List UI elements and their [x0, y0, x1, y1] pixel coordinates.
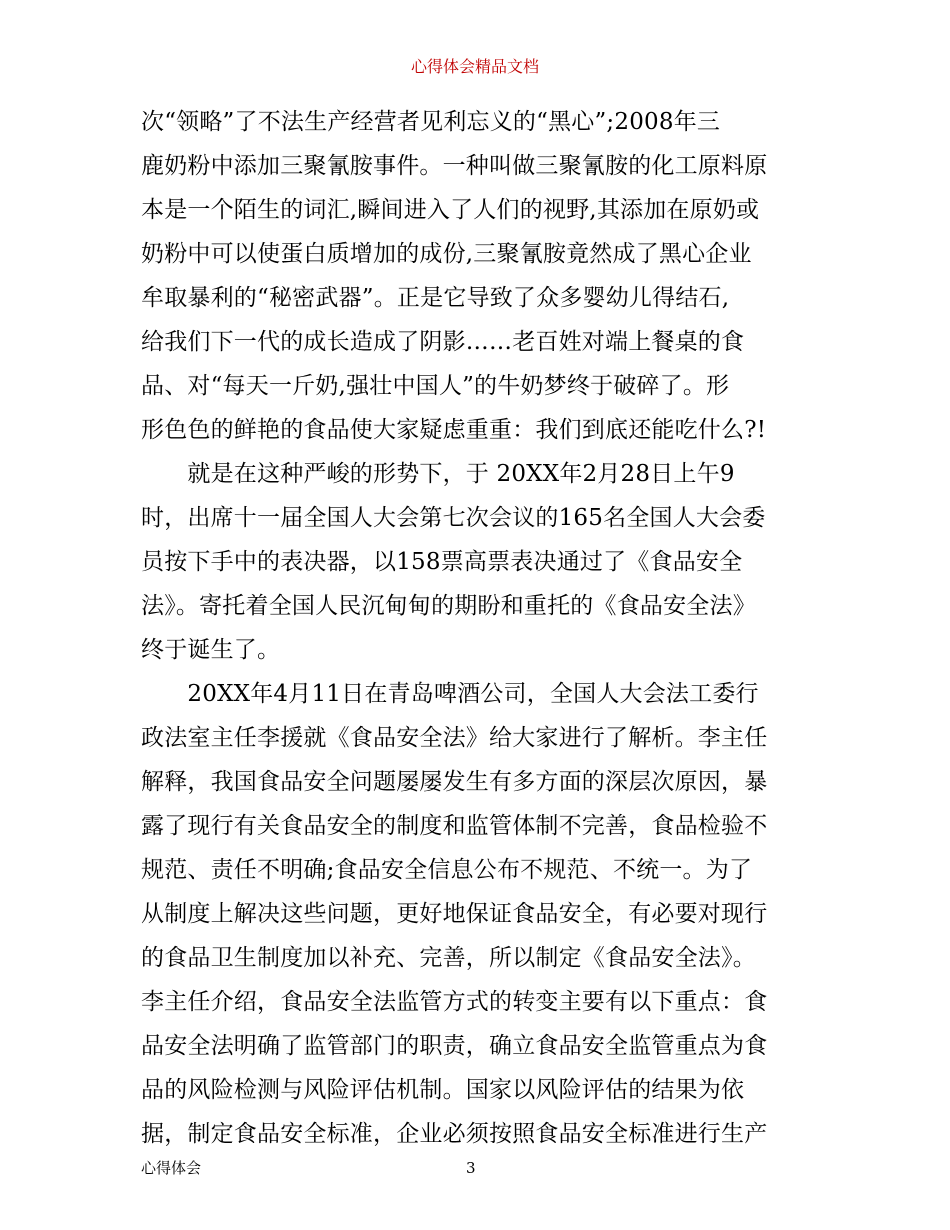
text-line: 品安全法明确了监管部门的职责，确立食品安全监管重点为食 — [141, 1033, 768, 1059]
text-line: 就是在这种严峻的形势下，于 20XX年2月28日上午9 — [141, 461, 735, 487]
text-line: 奶粉中可以使蛋白质增加的成份,三聚氰胺竟然成了黑心企业 — [141, 241, 752, 267]
page-footer-label: 心得体会 — [141, 1159, 202, 1177]
text-line: 形色色的鲜艳的食品使大家疑虑重重：我们到底还能吃什么?! — [141, 417, 767, 443]
text-line: 品的风险检测与风险评估机制。国家以风险评估的结果为依 — [141, 1077, 745, 1103]
text-line: 法》。寄托着全国人民沉甸甸的期盼和重托的《食品安全法》 — [141, 593, 756, 619]
text-line: 次“领略”了不法生产经营者见利忘义的“黑心”;2008年三 — [141, 109, 721, 135]
document-body — [141, 100, 811, 1156]
text-line: 20XX年4月11日在青岛啤酒公司，全国人大会法工委行 — [141, 681, 759, 707]
text-line: 从制度上解决这些问题，更好地保证食品安全，有必要对现行 — [141, 901, 768, 927]
text-line: 李主任介绍，食品安全法监管方式的转变主要有以下重点：食 — [141, 989, 768, 1015]
text-line: 员按下手中的表决器，以158票高票表决通过了《食品安全 — [141, 549, 743, 575]
text-line: 终于诞生了。 — [141, 637, 281, 663]
text-line: 本是一个陌生的词汇,瞬间进入了人们的视野,其添加在原奶或 — [141, 197, 760, 223]
text-line: 牟取暴利的“秘密武器”。正是它导致了众多婴幼儿得结石, — [141, 285, 730, 311]
text-line: 鹿奶粉中添加三聚氰胺事件。一种叫做三聚氰胺的化工原料原 — [141, 153, 768, 179]
page-header-title: 心得体会精品文档 — [410, 57, 539, 76]
text-line: 品、对“每天一斤奶,强壮中国人”的牛奶梦终于破碎了。形 — [141, 373, 730, 399]
text-line: 政法室主任李援就《食品安全法》给大家进行了解析。李主任 — [141, 725, 768, 751]
text-line: 时，出席十一届全国人大会第七次会议的165名全国人大会委 — [141, 505, 766, 531]
text-line: 规范、责任不明确;食品安全信息公布不规范、不统一。为了 — [141, 857, 753, 883]
text-line: 据，制定食品安全标准，企业必须按照食品安全标准进行生产 — [141, 1121, 768, 1147]
text-line: 的食品卫生制度加以补充、完善，所以制定《食品安全法》。 — [141, 945, 756, 971]
page-number: 3 — [466, 1159, 476, 1177]
text-line: 露了现行有关食品安全的制度和监管体制不完善，食品检验不 — [141, 813, 768, 839]
text-line: 给我们下一代的成长造成了阴影……老百姓对端上餐桌的食 — [141, 329, 745, 355]
text-line: 解释，我国食品安全问题屡屡发生有多方面的深层次原因，暴 — [141, 769, 768, 795]
